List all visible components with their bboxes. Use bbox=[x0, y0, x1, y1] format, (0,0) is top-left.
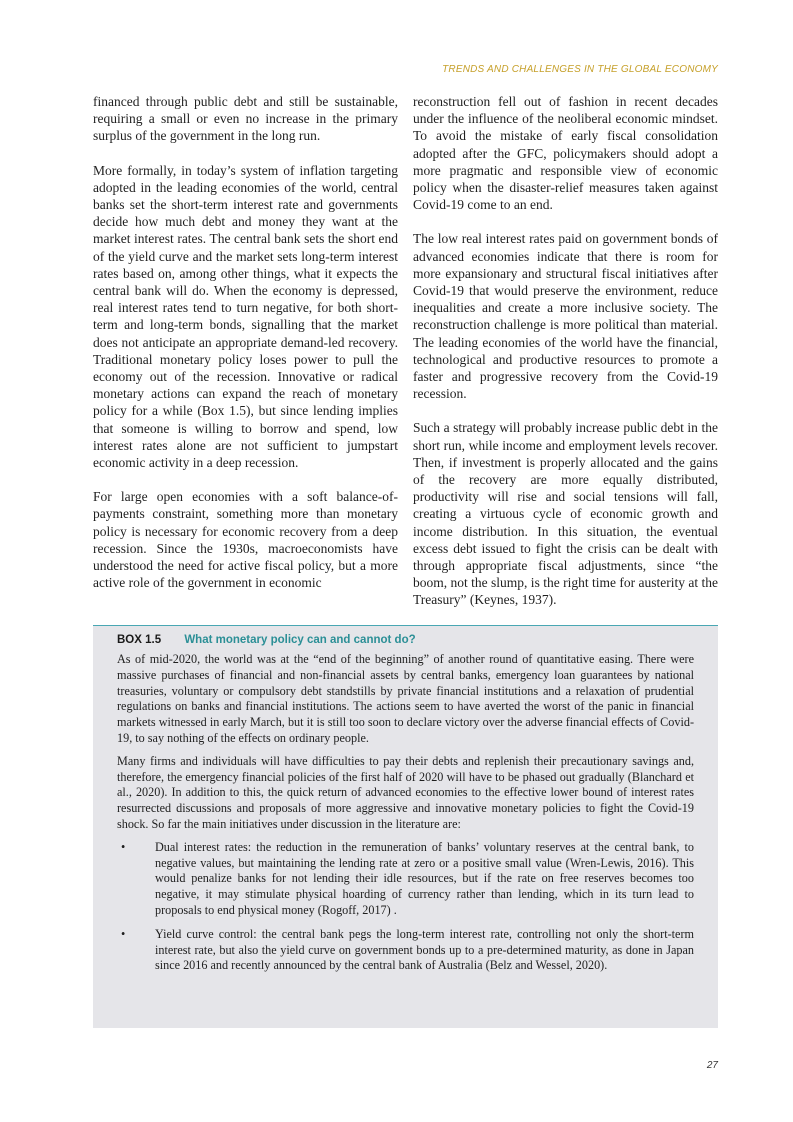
bullet-item bbox=[117, 840, 694, 919]
box-paragraph: Many firms and individuals will have difficulties to pay their debts and replenish their precautionary savings and, therefore, the emergency financial policies of the first half of 2020 will have to be phased out gradually (Blanchard et al., 2020). In addition to this, the quick return of advanced economies to the effective lower bound of interest rates resurrected discussions and proposals of more aggressive and innovative monetary policies to fight the Covid-19 shock. So far the main initiatives under discussion in the literature are: bbox=[117, 753, 694, 831]
bullet-text: Yield curve control: the central bank pegs the long-term interest rate, controlling not only the short-term interest rate, but also the yield curve on government bonds up to a pre-determined maturity, as done in Japan since 2016 and recently announced by the central bank of Australia (Belz and Wessel, 2020). bbox=[155, 926, 694, 973]
box-paragraph: As of mid-2020, the world was at the “end of the beginning” of another round of quantitative easing. There were massive purchases of financial and non-financial assets by central banks, emergency loan guarantees by national treasuries, voluntary or compulsory debt standstills by private financial institutions and a relaxation of prudential regulations on banks and financial institutions. The actions seem to have averted the worst of the panic in financial markets witnessed in early March, but it is still too soon to declare victory over the adverse financial effects of Covid-19, to say nothing of the effects on ordinary people. bbox=[117, 652, 694, 745]
box-header bbox=[117, 634, 694, 646]
bullet-text: Dual interest rates: the reduction in the remuneration of banks’ voluntary reserves at the central bank, to negative values, but maintaining the lending rate at zero or a positive small value (Wren-Lewis, 2016). This would penalize banks for not lending their idle resources, but if the rate on free reserves becomes too negative, it may stimulate physical hoarding of currency rather than lending, which in its turn lead to proposals to end physical money (Rogoff, 2017) . bbox=[155, 839, 694, 917]
paragraph: financed through public debt and still be sustainable, requiring a small or even no increase in the primary surplus of the government in the long run. bbox=[93, 94, 398, 144]
running-header: TRENDS AND CHALLENGES IN THE GLOBAL ECONOMY bbox=[442, 64, 718, 75]
page-number: 27 bbox=[706, 1060, 718, 1071]
bullet-icon: • bbox=[121, 926, 126, 941]
paragraph: For large open economies with a soft balance-of-payments constraint, something more than monetary policy is necessary for economic recovery from a deep recession. Since the 1930s, macroeconomists have understood the need for active fiscal policy, but a more active role of the government in economic bbox=[93, 489, 398, 591]
body-columns bbox=[93, 93, 718, 609]
bullet-item bbox=[117, 927, 694, 974]
bullet-icon: • bbox=[121, 839, 126, 854]
left-column bbox=[93, 93, 398, 609]
paragraph: reconstruction fell out of fashion in recent decades under the influence of the neoliberal economic mindset. To avoid the mistake of early fiscal consolidation adopted after the GFC, policymakers should adopt a more pragmatic and responsible view of economic policy when the disaster-relief measures taken against Covid-19 come to an end. bbox=[413, 94, 718, 213]
paragraph: The low real interest rates paid on government bonds of advanced economies indicate that there is room for more expansionary and structural fiscal initiatives after Covid-19 that would preserve the environment, reduce inequalities and create a more inclusive society. The reconstruction challenge is more political than material. The leading economies of the world have the financial, technological and productive resources to promote a faster and progressive recovery from the Covid-19 recession. bbox=[413, 231, 718, 402]
box-bullet-list bbox=[117, 840, 694, 974]
box-label: BOX 1.5 bbox=[117, 634, 162, 646]
paragraph: More formally, in today’s system of inflation targeting adopted in the leading economies of the world, central banks set the short-term interest rate and governments decide how much debt and money they want at the market interest rates. The central bank sets the short end of the yield curve and the market sets long-term interest rates based on, among other things, what it expects the central bank will do. When the economy is depressed, real interest rates tend to turn negative, for both short-term and long-term bonds, signalling that the market does not anticipate an appropriate demand-led recovery. Traditional monetary policy loses power to pull the economy out of the recession. Innovative or radical monetary actions can expand the reach of monetary policy for a while (Box 1.5), but since lending implies that someone is willing to borrow and spend, low interest rates alone are not sufficient to jumpstart economic activity in a deep recession. bbox=[93, 162, 398, 471]
info-box bbox=[93, 625, 718, 1028]
right-column bbox=[413, 93, 718, 609]
box-title: What monetary policy can and cannot do? bbox=[184, 634, 416, 646]
paragraph: Such a strategy will probably increase public debt in the short run, while income and employment levels recover. Then, if investment is properly allocated and the gains of the recovery are more equally distributed, productivity will rise and social tensions will fall, creating a virtuous cycle of economic growth and income distribution. In this situation, the eventual excess debt issued to fight the crisis can be dealt with through appropriate fiscal adjustments, since “the boom, not the slump, is the right time for austerity at the Treasury” (Keynes, 1937). bbox=[413, 420, 718, 608]
